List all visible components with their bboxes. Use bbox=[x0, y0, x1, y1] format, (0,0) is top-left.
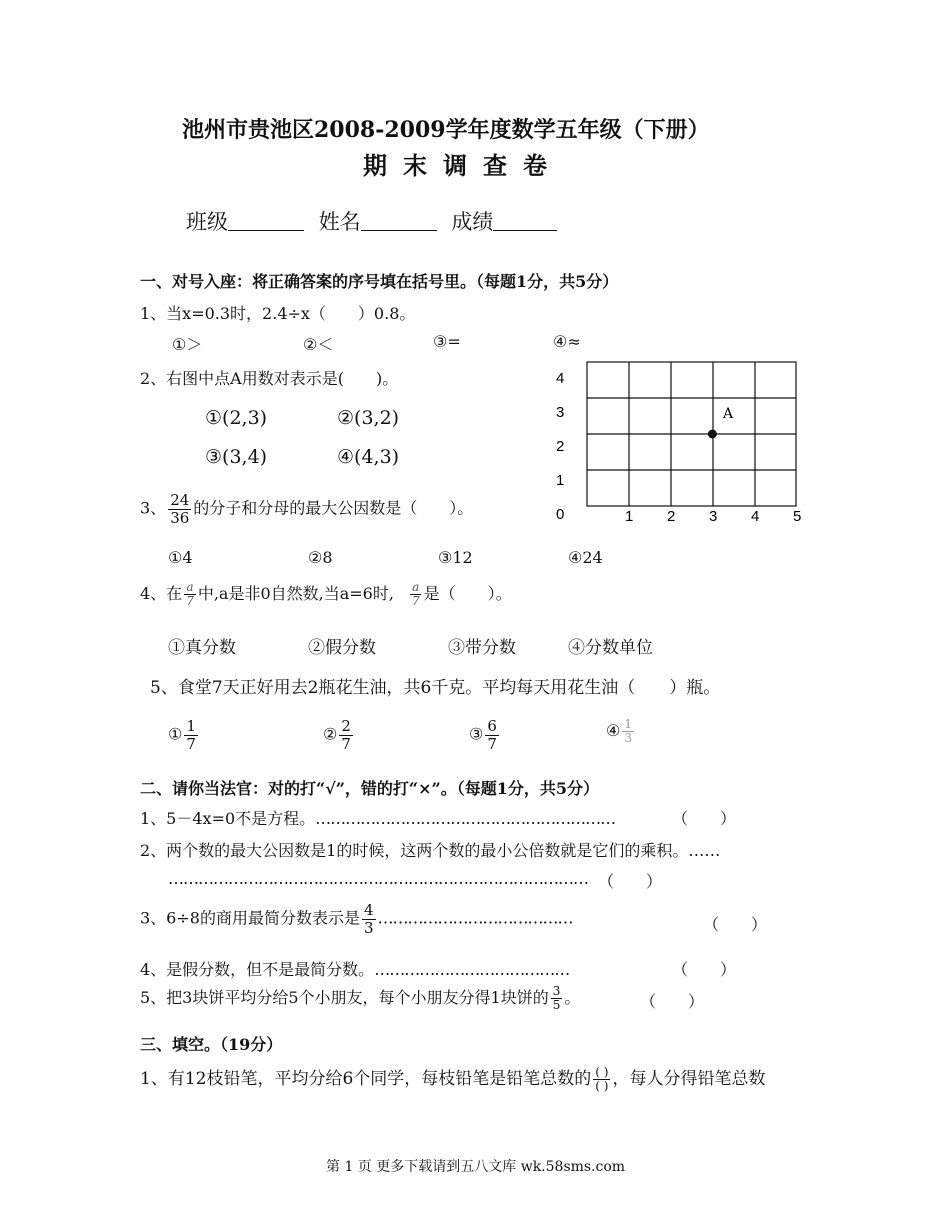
s2-q2: 2、两个数的最大公因数是1的时候，这两个数的最小公倍数就是它们的乘积。…… bbox=[140, 841, 721, 860]
s2-q3: 3、6÷8的商用最简分数表示是 $\frac{4}{3}$ ………………………………… bbox=[140, 901, 573, 937]
x-axis-label: 4 bbox=[751, 508, 760, 525]
s1-q1-option[interactable]: ③= bbox=[433, 332, 461, 351]
s1-q3-option[interactable]: ②8 bbox=[308, 548, 333, 567]
s1-q3-option[interactable]: ③12 bbox=[438, 548, 473, 567]
s1-q5-option[interactable]: ① $\frac{1}{7}$ bbox=[168, 717, 196, 753]
point-a-label: A bbox=[723, 406, 734, 422]
s1-q2-option[interactable]: ①(2,3) bbox=[205, 407, 268, 429]
y-axis-label: 0 bbox=[556, 506, 565, 523]
point-a-marker bbox=[708, 430, 717, 439]
s2-q1: 1、5－4x=0不是方程。…………………………………………………… bbox=[140, 809, 616, 828]
fraction-24-36: $\frac{24}{36}$ bbox=[170, 491, 190, 527]
s1-q4-option[interactable]: ①真分数 bbox=[168, 638, 236, 658]
name-blank[interactable] bbox=[361, 210, 437, 231]
class-label: 班级 bbox=[186, 210, 228, 234]
y-axis-label: 2 bbox=[556, 438, 565, 455]
s1-q4-option[interactable]: ④分数单位 bbox=[568, 638, 653, 658]
s1-q1-option[interactable]: ②＜ bbox=[303, 335, 334, 354]
y-axis-label: 3 bbox=[556, 404, 565, 421]
s2-q1-answer-paren[interactable]: （ ） bbox=[672, 809, 737, 828]
s1-q1-option[interactable]: ①＞ bbox=[172, 335, 203, 354]
score-blank[interactable] bbox=[493, 210, 557, 231]
y-axis-label: 1 bbox=[556, 472, 565, 489]
name-label: 姓名 bbox=[318, 210, 361, 234]
s2-q4: 4、是假分数，但不是最简分数。………………………………… bbox=[140, 960, 570, 979]
s2-q5: 5、把3块饼平均分给5个小朋友，每个小朋友分得1块饼的 $\frac{3}{5}$ 。 bbox=[140, 984, 581, 1013]
s3-q1: 1、有12枝铅笔，平均分给6个同学，每枝铅笔是铅笔总数的 $\frac{( )}{( )}$ ，每人分得铅笔总数 bbox=[140, 1064, 766, 1093]
class-blank[interactable] bbox=[228, 210, 304, 231]
s1-q3-option[interactable]: ①4 bbox=[168, 548, 193, 567]
page-footer: 第 1 页 更多下载请到五八文库 wk.58sms.com bbox=[326, 1159, 626, 1175]
x-axis-label: 5 bbox=[793, 508, 802, 525]
student-info-row bbox=[186, 206, 557, 236]
score-label: 成绩 bbox=[451, 210, 494, 234]
s1-q5-option[interactable]: ③ $\frac{6}{7}$ bbox=[469, 717, 497, 753]
s1-q2-option[interactable]: ②(3,2) bbox=[337, 407, 400, 429]
s1-q4-text: 4、在 $\frac{a}{7}$ 中,a是非0自然数,当a=6时, $\frac{a}{7}$ 是（ ）。 bbox=[140, 580, 512, 609]
s1-q2-option[interactable]: ④(4,3) bbox=[337, 446, 400, 468]
s1-q3-text: 3、 $\frac{24}{36}$ 的分子和分母的最大公因数是（ ）。 bbox=[140, 491, 474, 527]
s2-q2-answer-paren[interactable]: （ ） bbox=[598, 872, 663, 891]
x-axis-label: 1 bbox=[625, 508, 634, 525]
s1-q2-text: 2、右图中点A用数对表示是( )。 bbox=[140, 369, 399, 388]
coordinate-grid bbox=[548, 358, 818, 528]
section3-heading: 三、填空。（19分） bbox=[140, 1035, 283, 1054]
s1-q4-option[interactable]: ②假分数 bbox=[308, 638, 376, 658]
fraction-a-7: $\frac{a}{7}$ bbox=[186, 580, 194, 609]
s1-q1-text: 1、当x=0.3时，2.4÷x（ ）0.8。 bbox=[140, 304, 416, 323]
s2-q3-answer-paren[interactable]: （ ） bbox=[703, 915, 768, 934]
blank-fraction[interactable]: $\frac{( )}{( )}$ bbox=[595, 1064, 609, 1093]
s1-q3-option[interactable]: ④24 bbox=[568, 548, 603, 567]
section2-heading: 二、请你当法官：对的打“√”，错的打“×”。（每题1分，共5分） bbox=[140, 779, 600, 798]
x-axis-label: 3 bbox=[709, 508, 718, 525]
s1-q5-option[interactable]: ② $\frac{2}{7}$ bbox=[323, 717, 351, 753]
s1-q4-option[interactable]: ③带分数 bbox=[448, 638, 516, 658]
s2-q5-answer-paren[interactable]: （ ） bbox=[640, 992, 705, 1011]
y-axis-label: 4 bbox=[556, 370, 565, 387]
grid-lines bbox=[587, 362, 796, 506]
s1-q5-option[interactable]: ④ $\frac{1}{3}$ bbox=[606, 717, 632, 746]
s1-q1-option[interactable]: ④≈ bbox=[553, 332, 581, 351]
s2-q4-answer-paren[interactable]: （ ） bbox=[672, 960, 737, 979]
s1-q5-text: 5、食堂7天正好用去2瓶花生油，共6千克。平均每天用花生油（ ）瓶。 bbox=[150, 678, 721, 698]
x-axis-label: 2 bbox=[667, 508, 676, 525]
page-title: 池州市贵池区2008-2009学年度数学五年级（下册） bbox=[182, 117, 710, 143]
page-subtitle: 期末调查卷 bbox=[363, 151, 563, 180]
section1-heading: 一、对号入座：将正确答案的序号填在括号里。（每题1分，共5分） bbox=[140, 272, 619, 291]
fraction-a-7: $\frac{a}{7}$ bbox=[411, 580, 420, 609]
s2-q2-dots: ………………………………………………………………………… bbox=[168, 869, 588, 888]
s1-q2-option[interactable]: ③(3,4) bbox=[205, 446, 268, 468]
